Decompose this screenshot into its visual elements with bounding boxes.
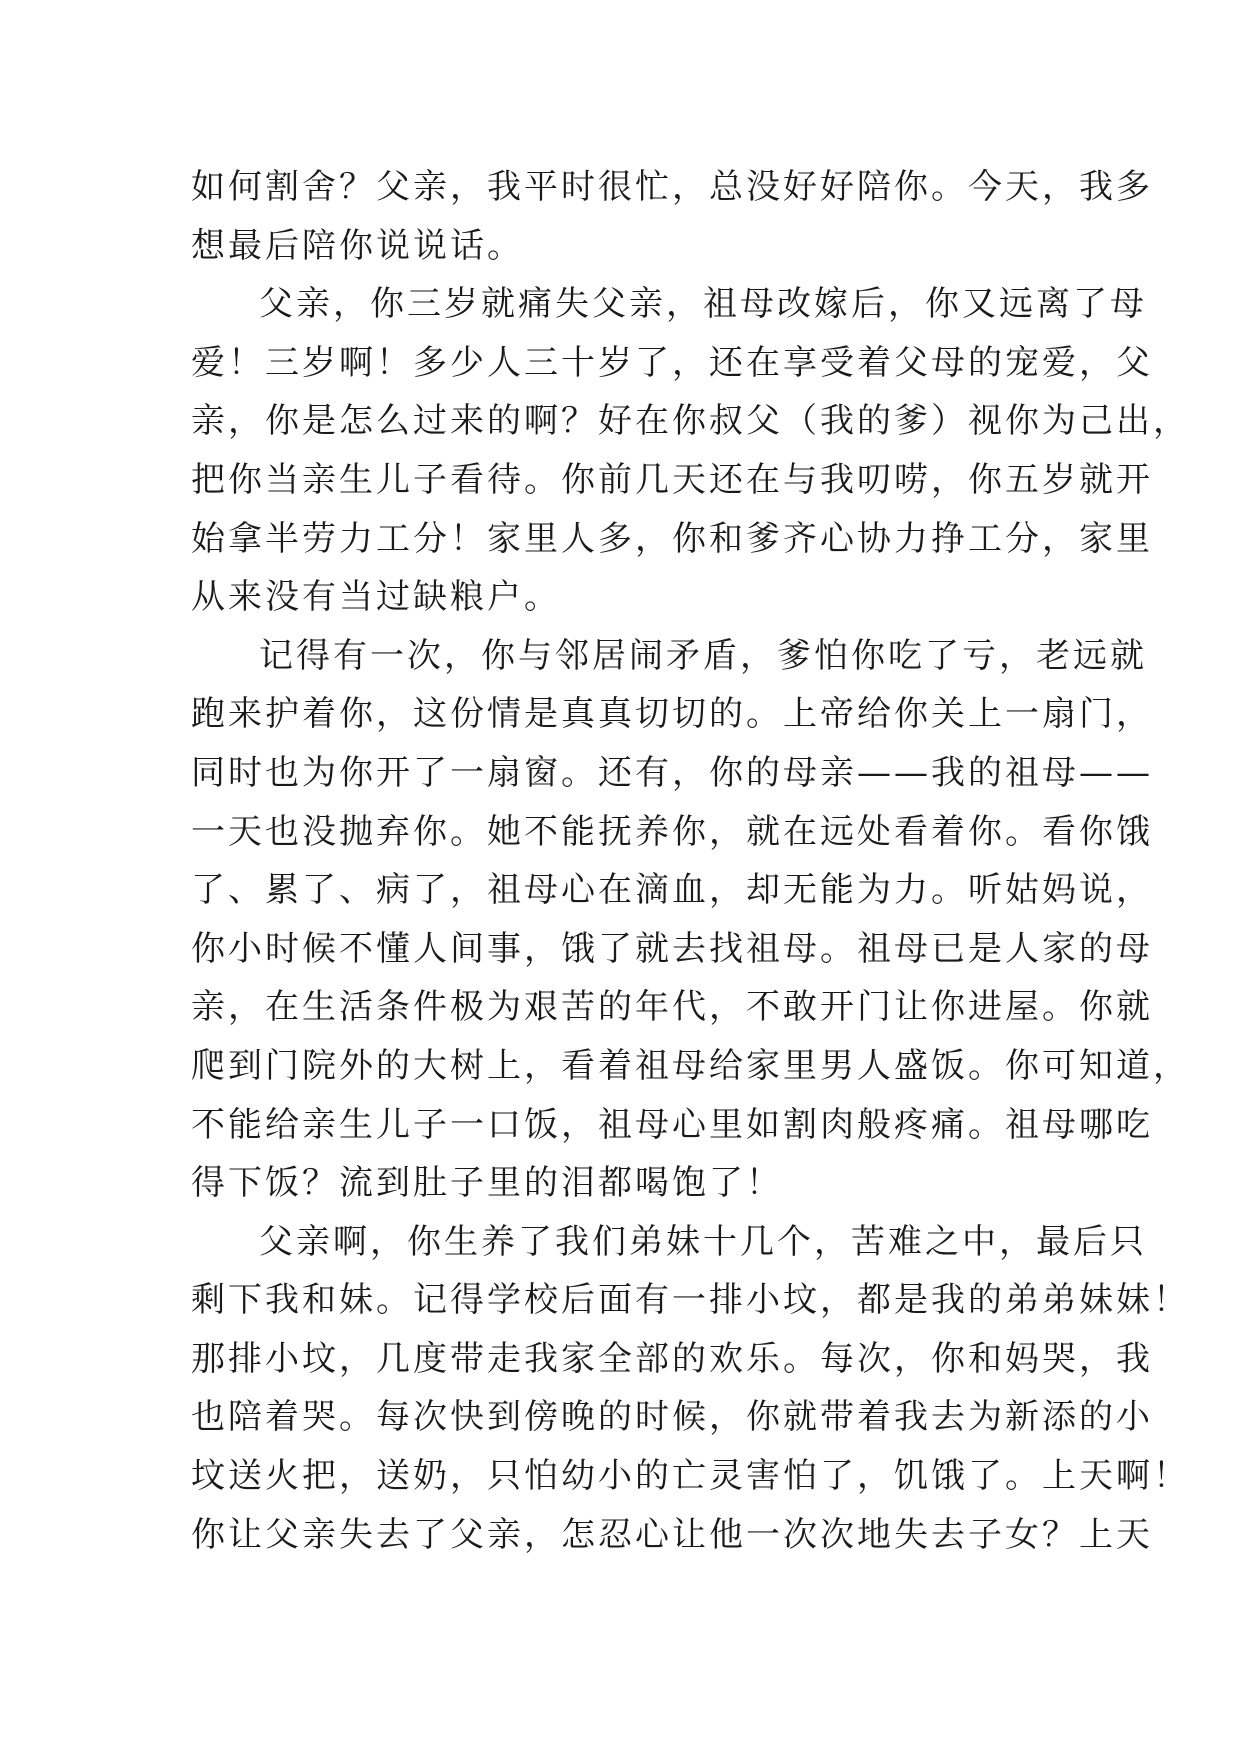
text-line: 剩下我和妹。记得学校后面有一排小坟，都是我的弟弟妹妹！ [191, 1280, 1190, 1321]
text-line: 也陪着哭。每次快到傍晚的时候，你就带着我去为新添的小 [191, 1397, 1153, 1438]
text-line: 想最后陪你说说话。 [191, 225, 524, 266]
text-line: 如何割舍？父亲，我平时很忙，总没好好陪你。今天，我多 [191, 167, 1153, 207]
text-line: 得下饭？流到肚子里的泪都喝饱了！ [191, 1163, 783, 1204]
text-line: 爱！三岁啊！多少人三十岁了，还在享受着父母的宠爱，父 [191, 342, 1153, 383]
paragraph-first-line: 父亲，你三岁就痛失父亲，祖母改嫁后，你又远离了母 [259, 284, 1147, 325]
text-line: 爬到门院外的大树上，看着祖母给家里男人盛饭。你可知道， [191, 1045, 1190, 1086]
paragraph-first-line: 记得有一次，你与邻居闹矛盾，爹怕你吃了亏，老远就 [259, 635, 1147, 676]
body-text [191, 158, 1190, 1564]
text-line: 从来没有当过缺粮户。 [191, 577, 561, 618]
text-line: 不能给亲生儿子一口饭，祖母心里如割肉般疼痛。祖母哪吃 [191, 1104, 1153, 1145]
paragraph-first-line: 父亲啊，你生养了我们弟妹十几个，苦难之中，最后只 [259, 1221, 1147, 1262]
text-line: 同时也为你开了一扇窗。还有，你的母亲——我的祖母—— [191, 752, 1153, 793]
text-line: 把你当亲生儿子看待。你前几天还在与我叨唠，你五岁就开 [191, 459, 1153, 500]
text-line: 亲，在生活条件极为艰苦的年代，不敢开门让你进屋。你就 [191, 987, 1153, 1028]
text-line: 始拿半劳力工分！家里人多，你和爹齐心协力挣工分，家里 [191, 518, 1153, 559]
text-line: 亲，你是怎么过来的啊？好在你叔父（我的爹）视你为己出， [191, 401, 1190, 442]
text-line: 你让父亲失去了父亲，怎忍心让他一次次地失去子女？上天 [191, 1514, 1153, 1555]
text-line: 一天也没抛弃你。她不能抚养你，就在远处看着你。看你饿 [191, 811, 1153, 852]
text-line: 那排小坟，几度带走我家全部的欢乐。每次，你和妈哭，我 [191, 1338, 1153, 1379]
text-line: 你小时候不懂人间事，饿了就去找祖母。祖母已是人家的母 [191, 928, 1153, 969]
text-line: 跑来护着你，这份情是真真切切的。上帝给你关上一扇门， [191, 694, 1153, 735]
text-line: 坟送火把，送奶，只怕幼小的亡灵害怕了，饥饿了。上天啊！ [191, 1456, 1190, 1497]
text-line: 了、累了、病了，祖母心在滴血，却无能为力。听姑妈说， [191, 870, 1153, 911]
